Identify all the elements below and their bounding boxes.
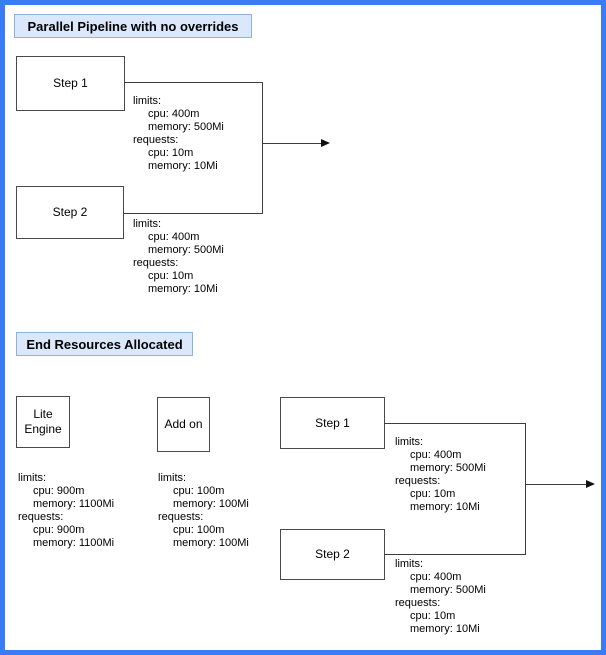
end-step2-node (280, 529, 385, 580)
pipeline-step2-connector (123, 213, 262, 214)
limits-memory-value: memory: 500Mi (410, 584, 486, 596)
limits-label: limits: (133, 95, 162, 107)
end-output-arrow (525, 484, 587, 485)
requests-memory-value: memory: 10Mi (410, 623, 480, 635)
pipeline-arrowhead-icon (321, 139, 330, 147)
limits-label: limits: (158, 472, 187, 484)
pipeline-step1-label: Step 1 (53, 76, 88, 90)
lite-engine-label-line2: Engine (24, 422, 62, 436)
pipeline-merge-line (262, 82, 263, 214)
add-on-resources (158, 472, 249, 550)
limits-memory-value: memory: 500Mi (148, 244, 224, 256)
requests-label: requests: (133, 257, 179, 269)
limits-cpu-value: cpu: 900m (33, 485, 85, 497)
end-step1-label: Step 1 (315, 415, 350, 430)
end-step1-connector (384, 423, 525, 424)
limits-cpu-value: cpu: 100m (173, 485, 225, 497)
limits-memory-value: memory: 100Mi (173, 498, 249, 510)
requests-label: requests: (395, 597, 441, 609)
limits-cpu-value: cpu: 400m (410, 571, 462, 583)
end-step2-resources (395, 558, 486, 636)
end-step1-resources (395, 436, 486, 514)
limits-memory-value: memory: 500Mi (148, 121, 224, 133)
limits-label: limits: (18, 472, 47, 484)
pipeline-step1-node (16, 56, 125, 111)
end-step1-node (280, 397, 385, 449)
end-step2-connector (384, 554, 525, 555)
add-on-node (157, 397, 210, 452)
requests-memory-value: memory: 10Mi (410, 501, 480, 513)
requests-label: requests: (18, 511, 64, 523)
limits-label: limits: (395, 436, 424, 448)
requests-label: requests: (133, 134, 179, 146)
requests-cpu-value: cpu: 10m (410, 488, 456, 500)
requests-label: requests: (158, 511, 204, 523)
lite-engine-label-line1: Lite (33, 407, 53, 421)
pipeline-step1-resources (133, 95, 224, 173)
pipeline-step2-label: Step 2 (52, 205, 88, 219)
requests-cpu-value: cpu: 10m (148, 147, 194, 159)
pipeline-step2-resources (133, 218, 224, 296)
add-on-label: Add on (164, 417, 203, 431)
lite-engine-node (16, 396, 70, 448)
limits-cpu-value: cpu: 400m (148, 231, 200, 243)
requests-cpu-value: cpu: 10m (148, 270, 194, 282)
end-step2-label: Step 2 (315, 547, 350, 561)
end-merge-line (525, 423, 526, 555)
end-arrowhead-icon (586, 480, 595, 488)
requests-memory-value: memory: 100Mi (173, 537, 249, 549)
requests-cpu-value: cpu: 100m (173, 524, 225, 536)
requests-cpu-value: cpu: 900m (33, 524, 85, 536)
pipeline-step1-connector (124, 82, 262, 83)
requests-memory-value: memory: 10Mi (148, 160, 218, 172)
lite-engine-resources (18, 472, 114, 550)
limits-label: limits: (395, 558, 424, 570)
requests-memory-value: memory: 1100Mi (33, 537, 115, 549)
limits-cpu-value: cpu: 400m (148, 108, 200, 120)
pipeline-step2-node (16, 186, 124, 239)
requests-cpu-value: cpu: 10m (410, 610, 456, 622)
limits-memory-value: memory: 500Mi (410, 462, 486, 474)
limits-memory-value: memory: 1100Mi (33, 498, 115, 510)
limits-cpu-value: cpu: 400m (410, 449, 462, 461)
requests-memory-value: memory: 10Mi (148, 283, 218, 295)
pipeline-output-arrow (262, 143, 322, 144)
end-resources-section-title: End Resources Allocated (16, 332, 193, 356)
requests-label: requests: (395, 475, 441, 487)
pipeline-section-title: Parallel Pipeline with no overrides (14, 14, 252, 38)
limits-label: limits: (133, 218, 162, 230)
